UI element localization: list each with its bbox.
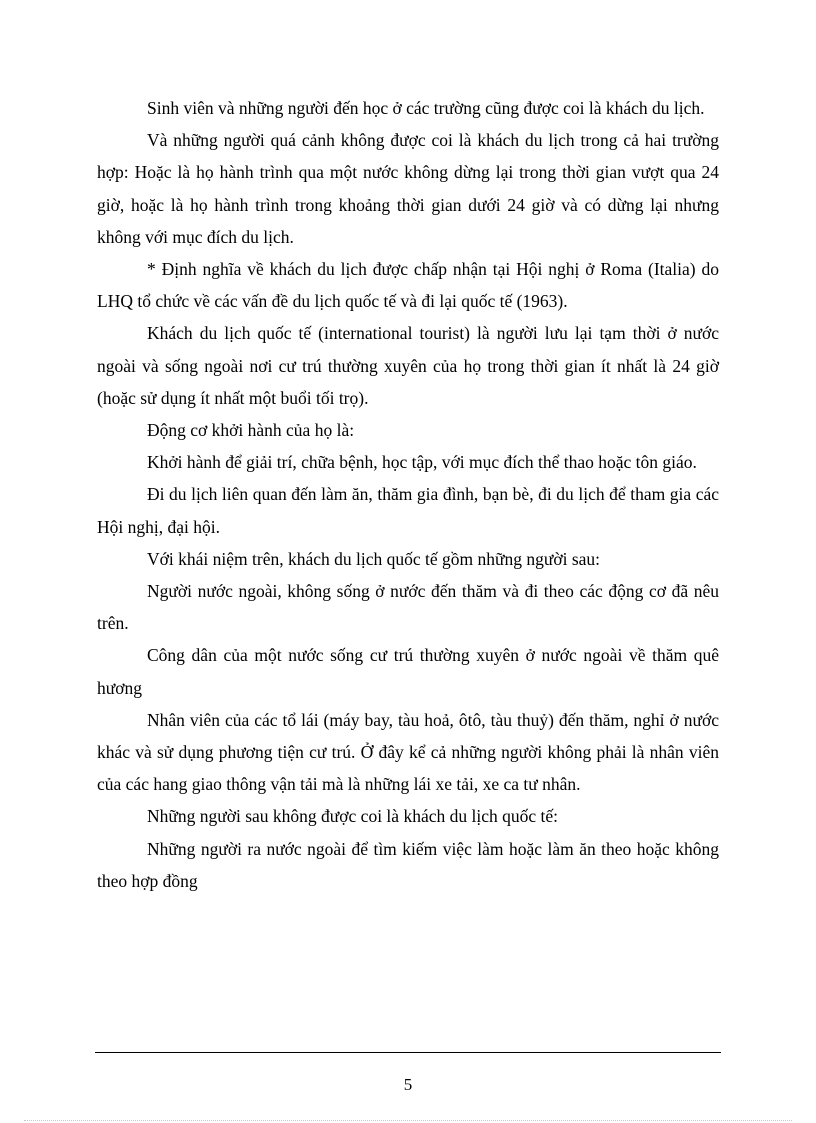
- paragraph-motive-business: Đi du lịch liên quan đến làm ăn, thăm gia đình, bạn bè, đi du lịch để tham gia các Hội nghị, đại hội.: [97, 484, 719, 537]
- paragraph-students-as-tourists: Sinh viên và những người đến học ở các trường cũng được coi là khách du lịch.: [147, 98, 705, 118]
- paragraph-travel-motives-heading: Động cơ khởi hành của họ là:: [147, 420, 355, 441]
- page-bottom-edge: [24, 1120, 792, 1121]
- page-number: 5: [403, 1075, 413, 1094]
- paragraph-international-tourist: Khách du lịch quốc tế (international tourist) là người lưu lại tạm thời ở nước ngoài và sống ngoài nơi cư trú thường xuyên của họ trong thời gian ít nhất là 24 giờ (hoặc sử dụng ít nhất một buổi tối trọ).: [97, 323, 719, 408]
- paragraph-roma-definition: * Định nghĩa về khách du lịch được chấp nhận tại Hội nghị ở Roma (Italia) do LHQ tổ chức về các vấn đề du lịch quốc tế và đi lại quốc tế (1963).: [97, 259, 719, 312]
- paragraph-transport-crews: Nhân viên của các tổ lái (máy bay, tàu hoả, ôtô, tàu thuỷ) đến thăm, nghỉ ở nước khác và sử dụng phương tiện cư trú. Ở đây kể cả những người không phải là nhân viên của các hang giao thông vận tải mà là những lái xe tải, xe ca tư nhân.: [97, 709, 719, 795]
- document-body: [97, 92, 719, 897]
- paragraph-foreigners: Người nước ngoài, không sống ở nước đến thăm và đi theo các động cơ đã nêu trên.: [97, 581, 719, 634]
- paragraph-citizens-abroad: Công dân của một nước sống cư trú thường xuyên ở nước ngoài về thăm quê hương: [97, 645, 719, 698]
- footer-divider: [95, 1052, 721, 1053]
- paragraph-transit-passengers: Và những người quá cảnh không được coi là khách du lịch trong cả hai trường hợp: Hoặc là họ hành trình qua một nước không dừng lại trong thời gian vượt qua 24 giờ, hoặc là họ hành trình trong khoảng thời gian dưới 24 giờ và có dừng lại nhưng không với mục đích du lịch.: [97, 130, 719, 247]
- paragraph-excluded-heading: Những người sau không được coi là khách du lịch quốc tế:: [147, 806, 558, 827]
- paragraph-job-seekers: Những người ra nước ngoài để tìm kiếm việc làm hoặc làm ăn theo hoặc không theo hợp đồng: [97, 838, 719, 891]
- paragraph-motive-leisure: Khởi hành để giải trí, chữa bệnh, học tập, với mục đích thể thao hoặc tôn giáo.: [147, 452, 697, 473]
- paragraph-included-heading: Với khái niệm trên, khách du lịch quốc tế gồm những người sau:: [147, 548, 601, 569]
